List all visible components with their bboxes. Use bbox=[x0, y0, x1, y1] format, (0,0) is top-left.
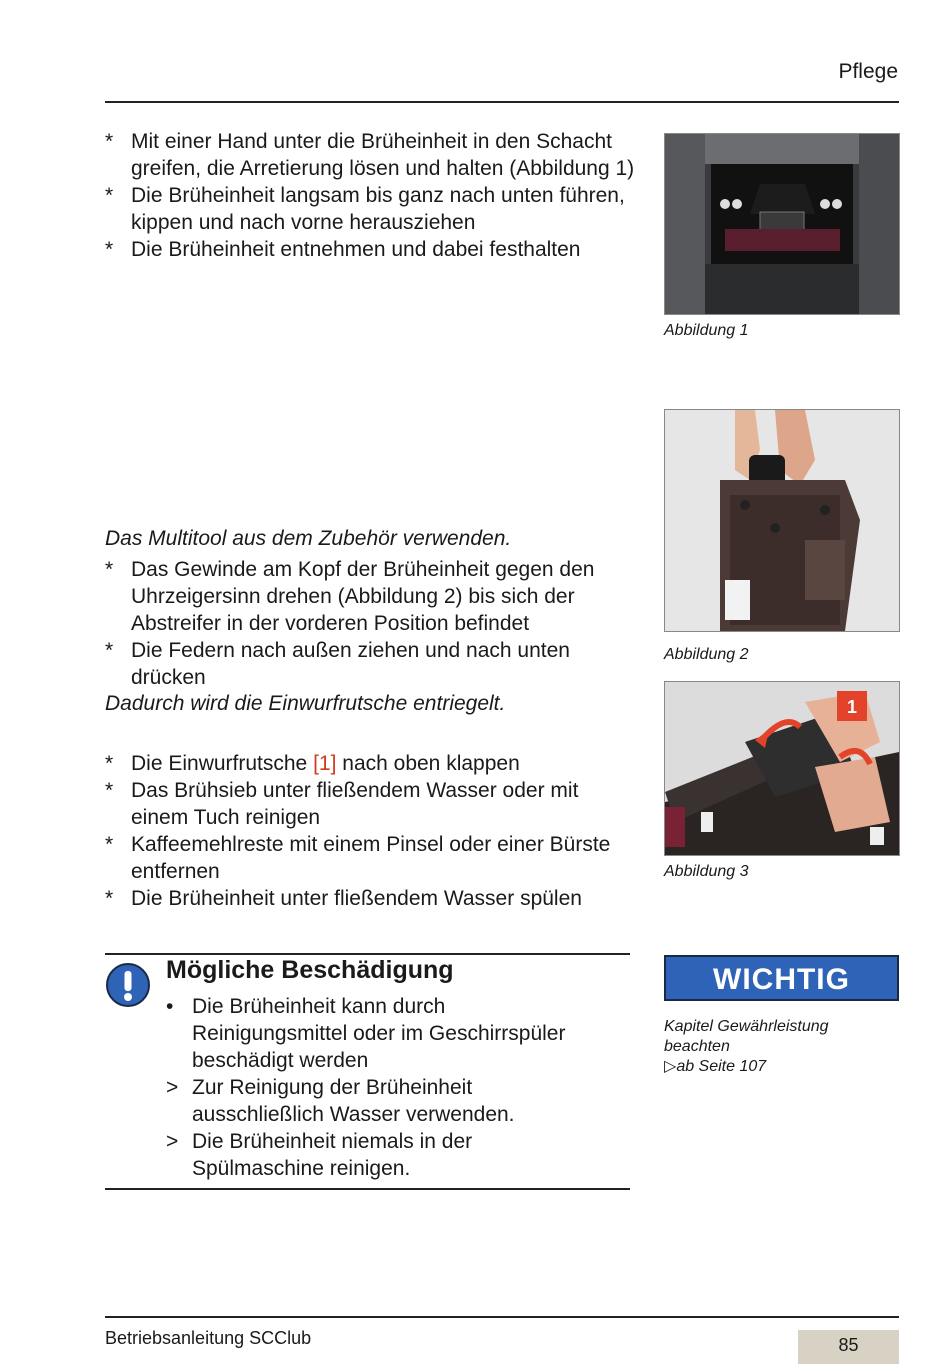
footer-rule bbox=[105, 1316, 899, 1318]
list-item: * Mit einer Hand unter die Brüheinheit in den Schacht greifen, die Arretierung lösen und halten (Abbildung 1) bbox=[105, 130, 635, 180]
warning-list bbox=[166, 993, 606, 1182]
list-item: * Die Brüheinheit unter fließendem Wasser spülen bbox=[105, 887, 582, 910]
part-reference: [1] bbox=[313, 752, 337, 775]
figure-3-image bbox=[664, 681, 900, 856]
list-item: * Die Einwurfrutsche [1] nach oben klappen bbox=[105, 752, 520, 775]
list-item: • Die Brüheinheit kann durch Reinigungsmittel oder im Geschirrspüler beschädigt werden bbox=[166, 995, 566, 1072]
figure-3-marker: 1 bbox=[846, 697, 857, 717]
list-item: * Das Brühsieb unter fließendem Wasser oder mit einem Tuch reinigen bbox=[105, 779, 579, 829]
figure-2-caption: Abbildung 2 bbox=[664, 646, 749, 663]
header-rule bbox=[105, 101, 899, 103]
important-badge: WICHTIG bbox=[664, 955, 899, 1001]
list-item: * Die Federn nach außen ziehen und nach unten drücken bbox=[105, 639, 570, 689]
list-item: * Die Brüheinheit langsam bis ganz nach unten führen, kippen und nach vorne herausziehen bbox=[105, 184, 625, 234]
figure-1-caption: Abbildung 1 bbox=[664, 322, 749, 339]
intro-text: Das Multitool aus dem Zubehör verwenden. bbox=[105, 527, 512, 550]
important-note: Kapitel Gewährleistung beachten ▷ab Seite 107 bbox=[664, 1018, 829, 1075]
figure-3-caption: Abbildung 3 bbox=[664, 863, 749, 880]
list-item: > Zur Reinigung der Brüheinheit ausschließlich Wasser verwenden. bbox=[166, 1076, 515, 1126]
section-title: Pflege bbox=[838, 60, 898, 83]
warning-title: Mögliche Beschädigung bbox=[166, 956, 454, 984]
exclamation-icon bbox=[105, 962, 151, 1008]
list-item: * Kaffeemehlreste mit einem Pinsel oder einer Bürste entfernen bbox=[105, 833, 611, 883]
manual-title: Betriebsanleitung SCClub bbox=[105, 1328, 312, 1348]
page-number: 85 bbox=[798, 1330, 899, 1364]
figure-1-image bbox=[664, 133, 900, 315]
steps-list-b bbox=[105, 556, 630, 691]
list-item: > Die Brüheinheit niemals in der Spülmaschine reinigen. bbox=[166, 1130, 473, 1180]
steps-list-c bbox=[105, 750, 635, 912]
figure-2-image bbox=[664, 409, 900, 632]
warning-bottom-rule bbox=[105, 1188, 630, 1190]
steps-list-a bbox=[105, 128, 635, 263]
list-item: * Die Brüheinheit entnehmen und dabei festhalten bbox=[105, 238, 581, 261]
triangle-right-icon: ▷ bbox=[664, 1058, 677, 1075]
warning-top-rule bbox=[105, 953, 630, 955]
page-reference-link[interactable]: ab Seite 107 bbox=[676, 1058, 767, 1075]
result-text: Dadurch wird die Einwurfrutsche entriegelt. bbox=[105, 692, 506, 715]
list-item: * Das Gewinde am Kopf der Brüheinheit gegen den Uhrzeigersinn drehen (Abbildung 2) bis sich der Abstreifer in der vorderen Position befindet bbox=[105, 558, 595, 635]
